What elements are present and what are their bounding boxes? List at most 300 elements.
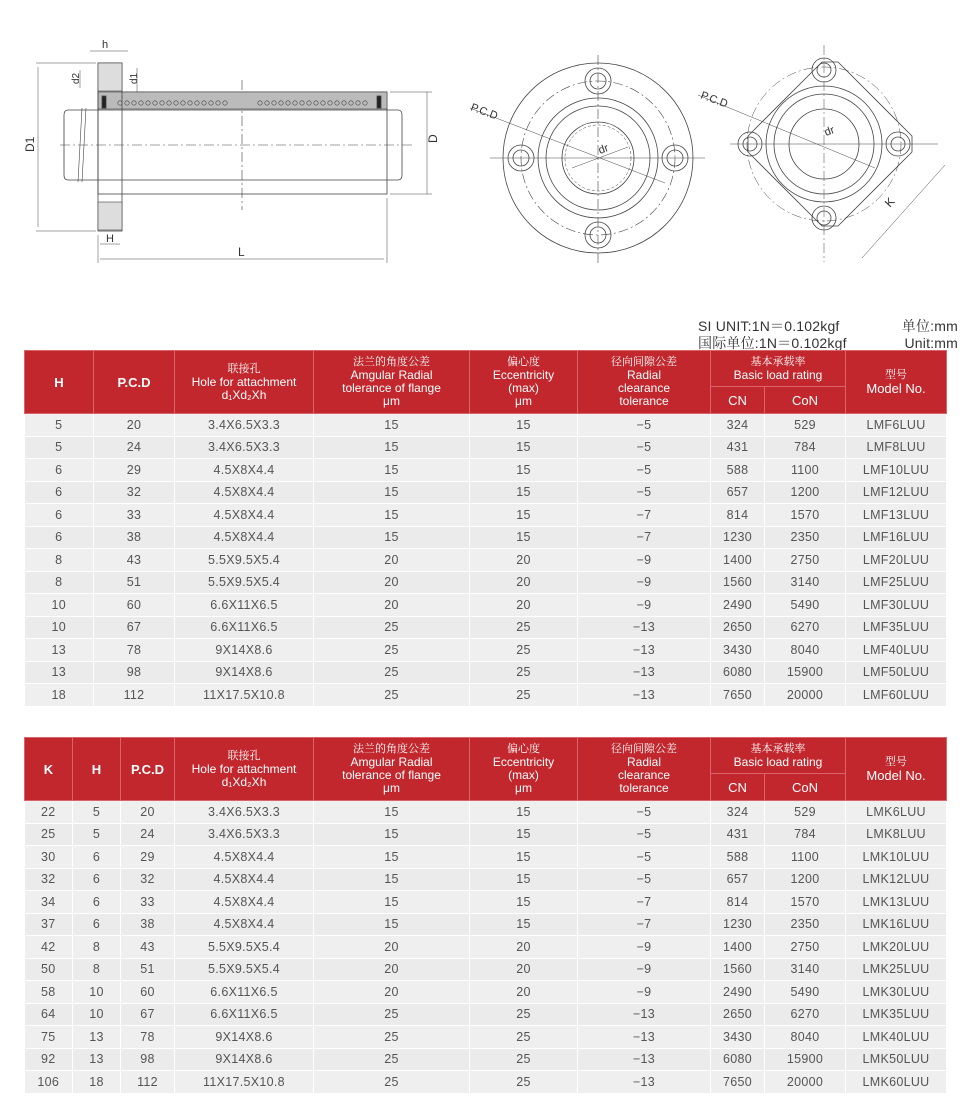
table-row <box>25 459 947 482</box>
table-cell: LMK20LUU <box>846 936 947 959</box>
table-cell: 20 <box>314 549 470 572</box>
table-cell: LMF35LUU <box>846 616 947 639</box>
table-cell: 1560 <box>711 958 765 981</box>
col-header-load: 基本承载率 Basic load rating <box>711 351 846 387</box>
table-cell: 32 <box>25 868 73 891</box>
table-cell: 20000 <box>765 684 846 707</box>
table-cell: 6 <box>73 891 121 914</box>
table-cell: LMK10LUU <box>846 846 947 869</box>
table-cell: 75 <box>25 1026 73 1049</box>
table-cell: −7 <box>578 891 711 914</box>
table-cell: −5 <box>578 868 711 891</box>
table-cell: 3140 <box>765 571 846 594</box>
table-cell: 78 <box>94 639 175 662</box>
table-cell: 15 <box>470 481 578 504</box>
table-cell: 657 <box>711 868 765 891</box>
table-cell: 1570 <box>765 504 846 527</box>
table-row <box>25 436 947 459</box>
table-cell: 43 <box>121 936 175 959</box>
col-header-cn: CN <box>711 774 765 801</box>
table-cell: 25 <box>470 661 578 684</box>
table-row <box>25 1048 947 1071</box>
table-cell: 5.5X9.5X5.4 <box>175 549 314 572</box>
table-cell: 5 <box>25 414 94 437</box>
table-row <box>25 594 947 617</box>
col-header-k: K <box>25 738 73 801</box>
table-cell: −13 <box>578 616 711 639</box>
table-cell: 64 <box>25 1003 73 1026</box>
table-cell: 15 <box>314 504 470 527</box>
table-cell: 1200 <box>765 868 846 891</box>
table-cell: 1100 <box>765 459 846 482</box>
table-row <box>25 571 947 594</box>
table-cell: 5.5X9.5X5.4 <box>175 571 314 594</box>
table-cell: 20 <box>314 571 470 594</box>
table-cell: LMF16LUU <box>846 526 947 549</box>
table-cell: 18 <box>73 1071 121 1094</box>
table-cell: 60 <box>121 981 175 1004</box>
table-cell: −9 <box>578 594 711 617</box>
table-cell: 20 <box>314 936 470 959</box>
table-cell: LMK35LUU <box>846 1003 947 1026</box>
table-cell: 25 <box>314 639 470 662</box>
table-cell: 657 <box>711 481 765 504</box>
table-cell: 4.5X8X4.4 <box>175 868 314 891</box>
table-cell: LMF8LUU <box>846 436 947 459</box>
table-cell: 5.5X9.5X5.4 <box>175 958 314 981</box>
table-cell: 33 <box>94 504 175 527</box>
table-cell: −13 <box>578 1048 711 1071</box>
col-header-model: 型号 Model No. <box>846 351 947 414</box>
table-cell: LMK8LUU <box>846 823 947 846</box>
table-cell: 78 <box>121 1026 175 1049</box>
table-cell: 112 <box>94 684 175 707</box>
col-header-hole: 联接孔 Hole for attachment d₁Xd₂Xh <box>175 351 314 414</box>
table-cell: 784 <box>765 436 846 459</box>
svg-text:d1: d1 <box>129 72 140 84</box>
table-cell: −13 <box>578 1026 711 1049</box>
svg-text:d2: d2 <box>71 72 82 84</box>
table-row <box>25 684 947 707</box>
table-cell: 15 <box>314 526 470 549</box>
table-cell: 3.4X6.5X3.3 <box>175 414 314 437</box>
table-cell: 20 <box>470 549 578 572</box>
table-cell: 6.6X11X6.5 <box>175 616 314 639</box>
table-row <box>25 1003 947 1026</box>
table-cell: 8040 <box>765 1026 846 1049</box>
table-cell: 42 <box>25 936 73 959</box>
table-cell: 7650 <box>711 684 765 707</box>
table-cell: 33 <box>121 891 175 914</box>
table-cell: 15 <box>314 414 470 437</box>
table-cell: 15 <box>314 868 470 891</box>
table-cell: −13 <box>578 684 711 707</box>
table-cell: 10 <box>25 594 94 617</box>
table-cell: 1230 <box>711 913 765 936</box>
table-cell: 67 <box>94 616 175 639</box>
unit-note: SI UNIT:1N＝0.102kgf 单位:mm 国际单位:1N＝0.102kgf Unit:mm <box>698 318 958 350</box>
table-row <box>25 504 947 527</box>
table-cell: 6 <box>73 868 121 891</box>
table-cell: 3430 <box>711 1026 765 1049</box>
table-cell: 588 <box>711 846 765 869</box>
table-cell: 5 <box>73 801 121 824</box>
table-cell: 20 <box>314 981 470 1004</box>
table-cell: −7 <box>578 504 711 527</box>
table-cell: 15 <box>314 459 470 482</box>
table-cell: 6270 <box>765 1003 846 1026</box>
table-cell: 6080 <box>711 1048 765 1071</box>
table-cell: 3.4X6.5X3.3 <box>175 436 314 459</box>
side-section-drawing <box>20 30 440 270</box>
table-row <box>25 958 947 981</box>
table-cell: LMF13LUU <box>846 504 947 527</box>
table-cell: 5 <box>73 823 121 846</box>
table-cell: 20 <box>470 981 578 1004</box>
table-cell: LMF30LUU <box>846 594 947 617</box>
table-cell: 15 <box>470 414 578 437</box>
table-cell: 25 <box>314 1026 470 1049</box>
table-cell: 43 <box>94 549 175 572</box>
table-cell: 112 <box>121 1071 175 1094</box>
table-cell: 4.5X8X4.4 <box>175 504 314 527</box>
table-cell: 10 <box>73 1003 121 1026</box>
table-cell: 10 <box>73 981 121 1004</box>
table-cell: 6.6X11X6.5 <box>175 981 314 1004</box>
table-cell: −5 <box>578 846 711 869</box>
table-cell: 25 <box>314 1048 470 1071</box>
table-row <box>25 616 947 639</box>
table-cell: −5 <box>578 414 711 437</box>
table-cell: LMK13LUU <box>846 891 947 914</box>
table-cell: 11X17.5X10.8 <box>175 1071 314 1094</box>
table-cell: −7 <box>578 913 711 936</box>
table-cell: 34 <box>25 891 73 914</box>
table-cell: 1400 <box>711 936 765 959</box>
col-header-angular: 法兰的角度公差 Amgular Radial tolerance of flange μm <box>314 351 470 414</box>
table-cell: 7650 <box>711 1071 765 1094</box>
table-cell: LMK50LUU <box>846 1048 947 1071</box>
table-cell: 784 <box>765 823 846 846</box>
table-cell: 9X14X8.6 <box>175 661 314 684</box>
table-cell: 15 <box>314 801 470 824</box>
table-cell: 1570 <box>765 891 846 914</box>
table-cell: 25 <box>314 1071 470 1094</box>
svg-text:K: K <box>881 194 898 211</box>
table-cell: 25 <box>470 616 578 639</box>
table-cell: 30 <box>25 846 73 869</box>
table-cell: 15 <box>314 436 470 459</box>
table-cell: 8 <box>73 936 121 959</box>
table-cell: 4.5X8X4.4 <box>175 846 314 869</box>
table-row <box>25 1026 947 1049</box>
table-cell: 9X14X8.6 <box>175 639 314 662</box>
table-cell: 29 <box>94 459 175 482</box>
col-header-eccentricity: 偏心度 Eccentricity (max) μm <box>470 738 578 801</box>
table-cell: 431 <box>711 823 765 846</box>
table-cell: 20 <box>470 936 578 959</box>
table-cell: 15 <box>314 823 470 846</box>
table-cell: 50 <box>25 958 73 981</box>
svg-text:dr: dr <box>822 124 837 139</box>
table-row <box>25 891 947 914</box>
table-cell: 18 <box>25 684 94 707</box>
table-cell: 15900 <box>765 661 846 684</box>
table-cell: 51 <box>94 571 175 594</box>
table-cell: 588 <box>711 459 765 482</box>
col-header-angular: 法兰的角度公差 Amgular Radial tolerance of flange μm <box>314 738 470 801</box>
table-cell: 60 <box>94 594 175 617</box>
round-flange-drawing <box>460 40 710 270</box>
table-cell: 15 <box>470 891 578 914</box>
table-cell: 20 <box>121 801 175 824</box>
col-header-h: H <box>73 738 121 801</box>
table-row <box>25 639 947 662</box>
table-cell: 15 <box>470 846 578 869</box>
table-cell: 15 <box>470 436 578 459</box>
table-row <box>25 661 947 684</box>
table-cell: 15 <box>470 459 578 482</box>
svg-text:D: D <box>426 134 440 143</box>
table-cell: LMF50LUU <box>846 661 947 684</box>
table-cell: 51 <box>121 958 175 981</box>
label-D1: D1 <box>23 136 37 152</box>
table-cell: LMK16LUU <box>846 913 947 936</box>
table-cell: 2350 <box>765 526 846 549</box>
col-header-eccentricity: 偏心度 Eccentricity (max) μm <box>470 351 578 414</box>
lmk-spec-table <box>24 737 947 1094</box>
table-cell: 24 <box>94 436 175 459</box>
table-row <box>25 526 947 549</box>
table-cell: −9 <box>578 936 711 959</box>
table-cell: 6.6X11X6.5 <box>175 594 314 617</box>
table-cell: 25 <box>470 1026 578 1049</box>
table-cell: −9 <box>578 981 711 1004</box>
table-cell: 20 <box>470 958 578 981</box>
table-row <box>25 868 947 891</box>
table-cell: LMK40LUU <box>846 1026 947 1049</box>
table-cell: 6 <box>25 481 94 504</box>
col-header-hole: 联接孔 Hole for attachment d₁Xd₂Xh <box>175 738 314 801</box>
table-cell: 324 <box>711 801 765 824</box>
table-cell: 37 <box>25 913 73 936</box>
table-row <box>25 913 947 936</box>
table-cell: LMF6LUU <box>846 414 947 437</box>
table-cell: −13 <box>578 661 711 684</box>
table-row <box>25 801 947 824</box>
col-header-cn: CN <box>711 387 765 414</box>
table-cell: 20 <box>470 594 578 617</box>
col-header-con: CoN <box>765 774 846 801</box>
table-cell: 15900 <box>765 1048 846 1071</box>
table-cell: −5 <box>578 459 711 482</box>
table-cell: 6 <box>25 504 94 527</box>
table-cell: 13 <box>73 1048 121 1071</box>
table-cell: 58 <box>25 981 73 1004</box>
table-cell: 8 <box>25 549 94 572</box>
table-cell: 15 <box>314 846 470 869</box>
table-cell: 431 <box>711 436 765 459</box>
table-cell: 6.6X11X6.5 <box>175 1003 314 1026</box>
table-row <box>25 846 947 869</box>
table-cell: 3.4X6.5X3.3 <box>175 823 314 846</box>
table-cell: 6 <box>73 846 121 869</box>
table-cell: 4.5X8X4.4 <box>175 481 314 504</box>
svg-text:L: L <box>238 245 245 259</box>
table-cell: 98 <box>94 661 175 684</box>
table-cell: 1230 <box>711 526 765 549</box>
table-cell: 25 <box>314 684 470 707</box>
col-header-h: H <box>25 351 94 414</box>
table-cell: LMK30LUU <box>846 981 947 1004</box>
table-cell: 25 <box>25 823 73 846</box>
table-cell: LMF40LUU <box>846 639 947 662</box>
svg-text:dr: dr <box>596 142 611 157</box>
table-cell: 38 <box>94 526 175 549</box>
table-cell: −5 <box>578 436 711 459</box>
table-cell: 4.5X8X4.4 <box>175 891 314 914</box>
table-cell: −13 <box>578 1003 711 1026</box>
table-cell: −13 <box>578 1071 711 1094</box>
table-cell: 4.5X8X4.4 <box>175 913 314 936</box>
table-cell: 5490 <box>765 594 846 617</box>
col-header-radial: 径向间隙公差 Radial clearance tolerance <box>578 738 711 801</box>
table-cell: 15 <box>314 481 470 504</box>
table-row <box>25 549 947 572</box>
table-cell: 1100 <box>765 846 846 869</box>
table-cell: −7 <box>578 526 711 549</box>
table-cell: 22 <box>25 801 73 824</box>
table-row <box>25 981 947 1004</box>
table-cell: 6 <box>25 459 94 482</box>
table-cell: 4.5X8X4.4 <box>175 526 314 549</box>
table-cell: 25 <box>470 1003 578 1026</box>
table-cell: 92 <box>25 1048 73 1071</box>
table-cell: 20 <box>314 594 470 617</box>
table-cell: 8 <box>25 571 94 594</box>
table-cell: 15 <box>470 526 578 549</box>
table-cell: 1400 <box>711 549 765 572</box>
table-row <box>25 481 947 504</box>
col-header-radial: 径向间隙公差 Radial clearance tolerance <box>578 351 711 414</box>
col-header-pcd: P.C.D <box>121 738 175 801</box>
table-cell: 8 <box>73 958 121 981</box>
table-cell: −5 <box>578 481 711 504</box>
table-cell: LMF20LUU <box>846 549 947 572</box>
table-cell: −13 <box>578 639 711 662</box>
table-cell: 15 <box>470 913 578 936</box>
table-cell: 814 <box>711 504 765 527</box>
table-cell: 3140 <box>765 958 846 981</box>
table-cell: 4.5X8X4.4 <box>175 459 314 482</box>
table-cell: 24 <box>121 823 175 846</box>
table-cell: 20 <box>94 414 175 437</box>
table-cell: 814 <box>711 891 765 914</box>
table-cell: 98 <box>121 1048 175 1071</box>
table-cell: 15 <box>314 913 470 936</box>
table-cell: −9 <box>578 549 711 572</box>
table-cell: 15 <box>470 801 578 824</box>
table-cell: 25 <box>470 684 578 707</box>
table-cell: LMK12LUU <box>846 868 947 891</box>
col-header-pcd: P.C.D <box>94 351 175 414</box>
table-cell: −9 <box>578 958 711 981</box>
table-row <box>25 414 947 437</box>
square-flange-drawing <box>690 40 960 270</box>
table-cell: 15 <box>314 891 470 914</box>
table-cell: 13 <box>25 661 94 684</box>
table-cell: 2350 <box>765 913 846 936</box>
lmf-spec-table <box>24 350 947 707</box>
table-cell: 529 <box>765 414 846 437</box>
table-cell: 6 <box>73 913 121 936</box>
table-cell: 25 <box>314 616 470 639</box>
col-header-load: 基本承载率 Basic load rating <box>711 738 846 774</box>
table-cell: 324 <box>711 414 765 437</box>
table-row <box>25 936 947 959</box>
table-cell: 2490 <box>711 981 765 1004</box>
table-cell: 2650 <box>711 616 765 639</box>
table-cell: 2490 <box>711 594 765 617</box>
table-cell: −5 <box>578 801 711 824</box>
table-cell: −9 <box>578 571 711 594</box>
table-cell: LMK60LUU <box>846 1071 947 1094</box>
table-cell: 6270 <box>765 616 846 639</box>
table-cell: −5 <box>578 823 711 846</box>
table-cell: 2650 <box>711 1003 765 1026</box>
table-cell: 67 <box>121 1003 175 1026</box>
table-cell: 6 <box>25 526 94 549</box>
table-cell: 15 <box>470 504 578 527</box>
table-cell: 8040 <box>765 639 846 662</box>
table-cell: 10 <box>25 616 94 639</box>
table-cell: LMF60LUU <box>846 684 947 707</box>
table-cell: 9X14X8.6 <box>175 1026 314 1049</box>
col-header-con: CoN <box>765 387 846 414</box>
table-cell: 6080 <box>711 661 765 684</box>
table-cell: 25 <box>470 1048 578 1071</box>
table-cell: LMF10LUU <box>846 459 947 482</box>
svg-text:h: h <box>102 39 109 51</box>
table-cell: 1560 <box>711 571 765 594</box>
table-cell: 20 <box>470 571 578 594</box>
table-cell: 1200 <box>765 481 846 504</box>
table-cell: 5.5X9.5X5.4 <box>175 936 314 959</box>
table-cell: 5 <box>25 436 94 459</box>
table-cell: 529 <box>765 801 846 824</box>
svg-text:H: H <box>106 233 114 245</box>
table-cell: LMK25LUU <box>846 958 947 981</box>
table-cell: 20000 <box>765 1071 846 1094</box>
table-row <box>25 1071 947 1094</box>
svg-text:P.C.D: P.C.D <box>698 89 730 111</box>
table-cell: LMF25LUU <box>846 571 947 594</box>
table-cell: 13 <box>25 639 94 662</box>
table-cell: 25 <box>470 1071 578 1094</box>
table-cell: 13 <box>73 1026 121 1049</box>
table-cell: 25 <box>314 661 470 684</box>
col-header-model: 型号 Model No. <box>846 738 947 801</box>
table-cell: 9X14X8.6 <box>175 1048 314 1071</box>
table-cell: 2750 <box>765 936 846 959</box>
table-cell: 32 <box>94 481 175 504</box>
svg-text:P.C.D: P.C.D <box>468 101 500 123</box>
table-cell: 3.4X6.5X3.3 <box>175 801 314 824</box>
table-cell: 2750 <box>765 549 846 572</box>
table-cell: 15 <box>470 868 578 891</box>
table-cell: 106 <box>25 1071 73 1094</box>
table-cell: 25 <box>470 639 578 662</box>
